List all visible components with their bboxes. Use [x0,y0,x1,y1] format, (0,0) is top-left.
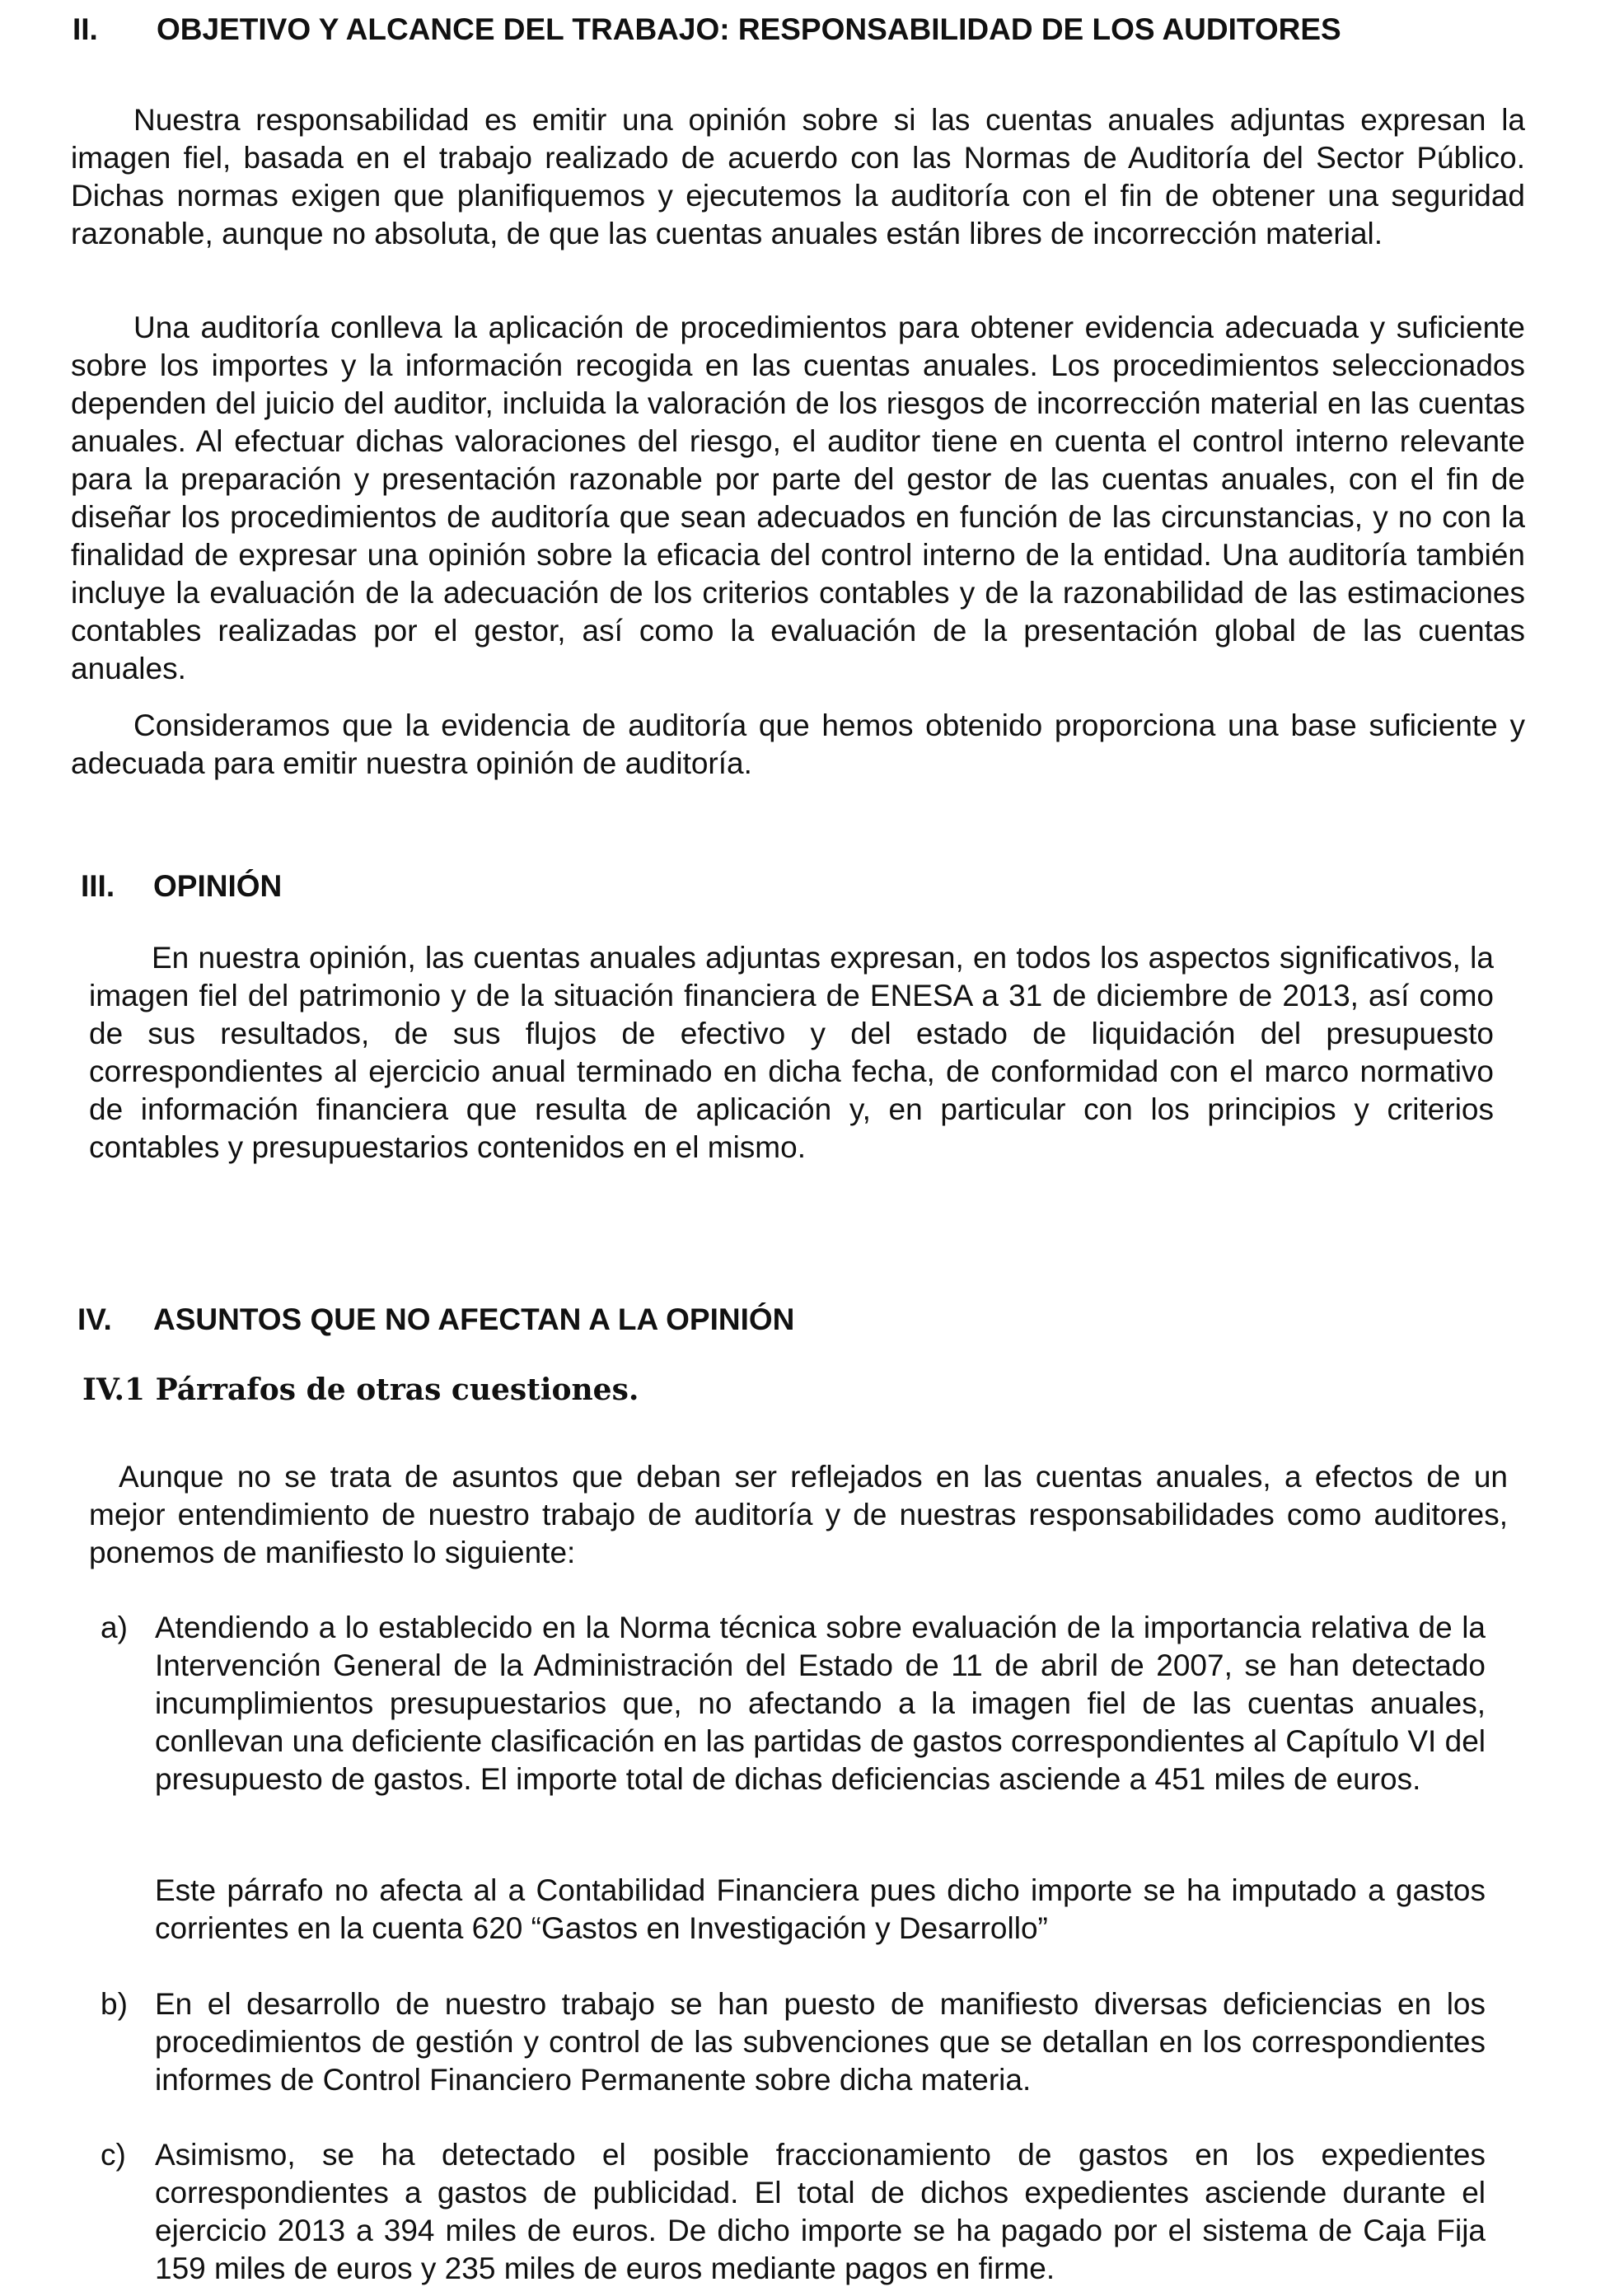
section-number: III. [81,869,115,903]
paragraph-evidencia: Consideramos que la evidencia de auditoría que hemos obtenido proporciona una base suficiente y adecuada para emitir nuestra opinión de auditoría. [71,708,1525,780]
section-heading-ii [73,12,1341,48]
subsection-heading-iv1: IV.1 Párrafos de otras cuestiones. [82,1372,639,1407]
list-marker-a: a) [101,1611,128,1644]
list-item-b: En el desarrollo de nuestro trabajo se han puesto de manifiesto diversas deficiencias en los procedimientos de gestión y control de las subvenciones que se detallan en los correspondientes informes de Control Financiero Permanente sobre dicha materia. [155,1987,1486,2097]
section-heading-iv [77,1302,794,1338]
section-number: IV. [77,1302,112,1336]
paragraph-intro: Aunque no se trata de asuntos que deban ser reflejados en las cuentas anuales, a efectos de un mejor entendimiento de nuestro trabajo de auditoría y de nuestras responsabilidades como auditores, ponemos de manifiesto lo siguiente: [89,1460,1508,1569]
section-title: OBJETIVO Y ALCANCE DEL TRABAJO: RESPONSABILIDAD DE LOS AUDITORES [157,12,1341,46]
paragraph-responsabilidad: Nuestra responsabilidad es emitir una opinión sobre si las cuentas anuales adjuntas expresan la imagen fiel, basada en el trabajo realizado de acuerdo con las Normas de Auditoría del Sector Público. Dichas normas exigen que planifiquemos y ejecutemos la auditoría con el fin de obtener una seguridad razonable, aunque no absoluta, de que las cuentas anuales están libres de incorrección material. [71,103,1525,250]
paragraph-opinion: En nuestra opinión, las cuentas anuales adjuntas expresan, en todos los aspectos significativos, la imagen fiel del patrimonio y de la situación financiera de ENESA a 31 de diciembre de 2013, así como de sus resultados, de sus flujos de efectivo y del estado de liquidación del presupuesto correspondientes al ejercicio anual terminado en dicha fecha, de conformidad con el marco normativo de información financiera que resulta de aplicación y, en particular con los principios y criterios contables y presupuestarios contenidos en el mismo. [89,941,1494,1164]
section-heading-iii [81,868,282,905]
list-item-a: Atendiendo a lo establecido en la Norma técnica sobre evaluación de la importancia relativa de la Intervención General de la Administración del Estado de 11 de abril de 2007, se han detectado incumplimientos presupuestarios que, no afectando a la imagen fiel de las cuentas anuales, conllevan una deficiente clasificación en las partidas de gastos correspondientes al Capítulo VI del presupuesto de gastos. El importe total de dichas deficiencias asciende a 451 miles de euros. [155,1611,1486,1796]
section-title: OPINIÓN [153,869,283,903]
list-marker-b: b) [101,1987,128,2021]
list-item-a-note: Este párrafo no afecta al a Contabilidad Financiera pues dicho importe se ha imputado a gastos corrientes en la cuenta 620 “Gastos en Investigación y Desarrollo” [155,1873,1486,1945]
section-title: ASUNTOS QUE NO AFECTAN A LA OPINIÓN [153,1302,795,1336]
list-item-c: Asimismo, se ha detectado el posible fraccionamiento de gastos en los expedientes correspondientes a gastos de publicidad. El total de dichos expedientes asciende durante el ejercicio 2013 a 394 miles de euros. De dicho importe se ha pagado por el sistema de Caja Fija 159 miles de euros y 235 miles de euros mediante pagos en firme. [155,2138,1486,2285]
section-number: II. [73,12,98,46]
list-marker-c: c) [101,2138,126,2172]
paragraph-procedimientos: Una auditoría conlleva la aplicación de procedimientos para obtener evidencia adecuada y suficiente sobre los importes y la información recogida en las cuentas anuales. Los procedimientos seleccionados dependen del juicio del auditor, incluida la valoración de los riesgos de incorrección material en las cuentas anuales. Al efectuar dichas valoraciones del riesgo, el auditor tiene en cuenta el control interno relevante para la preparación y presentación razonable por parte del gestor de las cuentas anuales, con el fin de diseñar los procedimientos de auditoría que sean adecuados en función de las circunstancias, y no con la finalidad de expresar una opinión sobre la eficacia del control interno de la entidad. Una auditoría también incluye la evaluación de la adecuación de los criterios contables y de la razonabilidad de las estimaciones contables realizadas por el gestor, así como la evaluación de la presentación global de las cuentas anuales. [71,311,1525,685]
